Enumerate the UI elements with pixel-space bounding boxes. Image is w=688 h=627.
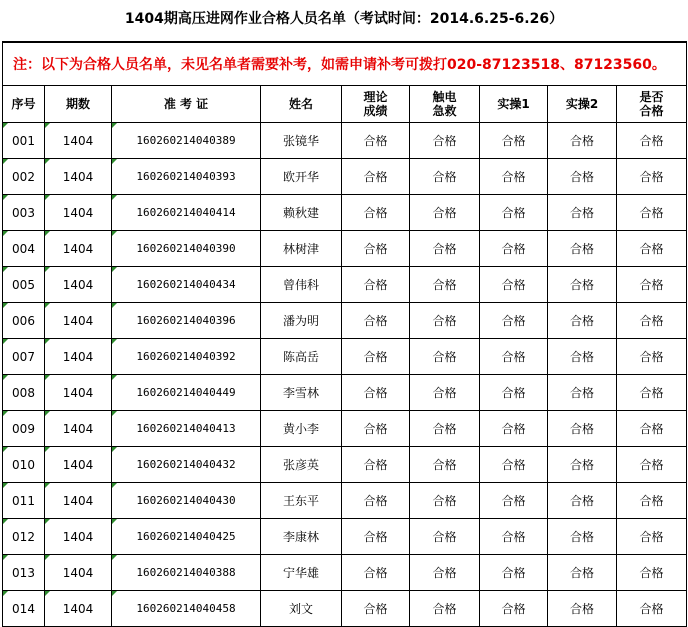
cell-op2: 合格 <box>548 231 617 267</box>
cell-shock: 合格 <box>410 447 480 483</box>
table-row <box>3 555 687 591</box>
table-row <box>3 591 687 627</box>
cell-name: 潘为明 <box>261 303 342 339</box>
cell-seq: 004 <box>3 231 45 267</box>
header-name: 姓名 <box>261 86 342 123</box>
header-theory-line1: 理论 <box>363 90 388 104</box>
cell-ticket: 160260214040393 <box>112 159 261 195</box>
cell-theory: 合格 <box>342 303 410 339</box>
cell-period: 1404 <box>45 519 112 555</box>
cell-shock: 合格 <box>410 123 480 159</box>
cell-op2: 合格 <box>548 483 617 519</box>
cell-name: 张镜华 <box>261 123 342 159</box>
cell-period: 1404 <box>45 159 112 195</box>
cell-shock: 合格 <box>410 375 480 411</box>
table-row <box>3 231 687 267</box>
cell-op2: 合格 <box>548 411 617 447</box>
header-pass-line1: 是否 <box>639 90 664 104</box>
cell-ticket: 160260214040430 <box>112 483 261 519</box>
cell-theory: 合格 <box>342 231 410 267</box>
cell-op1: 合格 <box>480 591 548 627</box>
cell-op1: 合格 <box>480 411 548 447</box>
header-shock-line2: 急救 <box>432 104 457 118</box>
cell-theory: 合格 <box>342 447 410 483</box>
cell-seq: 014 <box>3 591 45 627</box>
cell-name: 林树津 <box>261 231 342 267</box>
header-shock-line1: 触电 <box>432 90 457 104</box>
cell-theory: 合格 <box>342 123 410 159</box>
cell-name: 陈高岳 <box>261 339 342 375</box>
cell-shock: 合格 <box>410 159 480 195</box>
cell-ticket: 160260214040434 <box>112 267 261 303</box>
cell-theory: 合格 <box>342 555 410 591</box>
header-ticket: 准 考 证 <box>112 86 261 123</box>
cell-shock: 合格 <box>410 555 480 591</box>
cell-theory: 合格 <box>342 339 410 375</box>
cell-op2: 合格 <box>548 123 617 159</box>
table-row <box>3 411 687 447</box>
cell-name: 赖秋建 <box>261 195 342 231</box>
cell-period: 1404 <box>45 591 112 627</box>
cell-op2: 合格 <box>548 375 617 411</box>
cell-op1: 合格 <box>480 195 548 231</box>
cell-shock: 合格 <box>410 231 480 267</box>
table-row <box>3 519 687 555</box>
cell-period: 1404 <box>45 303 112 339</box>
cell-theory: 合格 <box>342 411 410 447</box>
cell-op2: 合格 <box>548 159 617 195</box>
cell-op2: 合格 <box>548 195 617 231</box>
table-row <box>3 267 687 303</box>
cell-op2: 合格 <box>548 519 617 555</box>
cell-ticket: 160260214040392 <box>112 339 261 375</box>
cell-seq: 011 <box>3 483 45 519</box>
cell-op1: 合格 <box>480 339 548 375</box>
cell-seq: 001 <box>3 123 45 159</box>
header-seq: 序号 <box>3 86 45 123</box>
header-op1: 实操1 <box>480 86 548 123</box>
cell-pass: 合格 <box>617 303 687 339</box>
header-row <box>3 86 687 123</box>
cell-op2: 合格 <box>548 447 617 483</box>
cell-op1: 合格 <box>480 159 548 195</box>
cell-pass: 合格 <box>617 447 687 483</box>
cell-seq: 006 <box>3 303 45 339</box>
cell-theory: 合格 <box>342 267 410 303</box>
cell-ticket: 160260214040388 <box>112 555 261 591</box>
cell-period: 1404 <box>45 483 112 519</box>
cell-seq: 005 <box>3 267 45 303</box>
table-row <box>3 123 687 159</box>
cell-name: 王东平 <box>261 483 342 519</box>
cell-seq: 009 <box>3 411 45 447</box>
cell-period: 1404 <box>45 411 112 447</box>
table-row <box>3 303 687 339</box>
table-row <box>3 339 687 375</box>
cell-pass: 合格 <box>617 339 687 375</box>
cell-pass: 合格 <box>617 591 687 627</box>
cell-theory: 合格 <box>342 483 410 519</box>
cell-shock: 合格 <box>410 591 480 627</box>
cell-theory: 合格 <box>342 195 410 231</box>
header-theory-line2: 成绩 <box>363 104 388 118</box>
table-row <box>3 483 687 519</box>
cell-op1: 合格 <box>480 123 548 159</box>
cell-op2: 合格 <box>548 591 617 627</box>
roster-table <box>2 41 687 627</box>
cell-name: 李康林 <box>261 519 342 555</box>
cell-op1: 合格 <box>480 447 548 483</box>
cell-pass: 合格 <box>617 555 687 591</box>
cell-pass: 合格 <box>617 519 687 555</box>
cell-ticket: 160260214040389 <box>112 123 261 159</box>
cell-pass: 合格 <box>617 159 687 195</box>
cell-op2: 合格 <box>548 303 617 339</box>
cell-seq: 007 <box>3 339 45 375</box>
cell-seq: 012 <box>3 519 45 555</box>
table-row <box>3 375 687 411</box>
cell-pass: 合格 <box>617 483 687 519</box>
cell-ticket: 160260214040390 <box>112 231 261 267</box>
cell-ticket: 160260214040458 <box>112 591 261 627</box>
table-row <box>3 447 687 483</box>
cell-pass: 合格 <box>617 123 687 159</box>
cell-period: 1404 <box>45 231 112 267</box>
cell-shock: 合格 <box>410 411 480 447</box>
cell-seq: 013 <box>3 555 45 591</box>
cell-seq: 008 <box>3 375 45 411</box>
header-pass-line2: 合格 <box>639 104 664 118</box>
notice-text: 注：以下为合格人员名单，未见名单者需要补考，如需申请补考可拨打020-87123518、87123560。 <box>3 42 687 86</box>
cell-seq: 010 <box>3 447 45 483</box>
cell-ticket: 160260214040449 <box>112 375 261 411</box>
cell-op1: 合格 <box>480 519 548 555</box>
cell-period: 1404 <box>45 267 112 303</box>
cell-seq: 003 <box>3 195 45 231</box>
page-title: 1404期高压进网作业合格人员名单（考试时间：2014.6.25-6.26） <box>124 11 564 27</box>
cell-pass: 合格 <box>617 267 687 303</box>
header-theory <box>342 86 410 123</box>
cell-shock: 合格 <box>410 483 480 519</box>
cell-op2: 合格 <box>548 339 617 375</box>
cell-pass: 合格 <box>617 195 687 231</box>
header-shock <box>410 86 480 123</box>
cell-name: 李雪林 <box>261 375 342 411</box>
cell-name: 欧开华 <box>261 159 342 195</box>
cell-shock: 合格 <box>410 303 480 339</box>
cell-period: 1404 <box>45 447 112 483</box>
cell-op1: 合格 <box>480 555 548 591</box>
table-row <box>3 195 687 231</box>
cell-theory: 合格 <box>342 159 410 195</box>
table-row <box>3 159 687 195</box>
cell-period: 1404 <box>45 375 112 411</box>
cell-theory: 合格 <box>342 519 410 555</box>
cell-pass: 合格 <box>617 375 687 411</box>
cell-shock: 合格 <box>410 519 480 555</box>
cell-op1: 合格 <box>480 483 548 519</box>
cell-op2: 合格 <box>548 267 617 303</box>
cell-period: 1404 <box>45 339 112 375</box>
cell-ticket: 160260214040432 <box>112 447 261 483</box>
cell-ticket: 160260214040425 <box>112 519 261 555</box>
cell-period: 1404 <box>45 123 112 159</box>
cell-name: 黄小李 <box>261 411 342 447</box>
cell-op1: 合格 <box>480 375 548 411</box>
cell-shock: 合格 <box>410 195 480 231</box>
header-op2: 实操2 <box>548 86 617 123</box>
cell-name: 刘文 <box>261 591 342 627</box>
cell-name: 张彦英 <box>261 447 342 483</box>
cell-name: 宁华雄 <box>261 555 342 591</box>
cell-ticket: 160260214040413 <box>112 411 261 447</box>
cell-shock: 合格 <box>410 267 480 303</box>
cell-period: 1404 <box>45 555 112 591</box>
cell-theory: 合格 <box>342 591 410 627</box>
cell-op2: 合格 <box>548 555 617 591</box>
cell-theory: 合格 <box>342 375 410 411</box>
header-pass <box>617 86 687 123</box>
cell-ticket: 160260214040414 <box>112 195 261 231</box>
cell-name: 曾伟科 <box>261 267 342 303</box>
cell-pass: 合格 <box>617 231 687 267</box>
cell-op1: 合格 <box>480 231 548 267</box>
cell-seq: 002 <box>3 159 45 195</box>
cell-op1: 合格 <box>480 267 548 303</box>
cell-ticket: 160260214040396 <box>112 303 261 339</box>
cell-pass: 合格 <box>617 411 687 447</box>
cell-shock: 合格 <box>410 339 480 375</box>
cell-period: 1404 <box>45 195 112 231</box>
header-period: 期数 <box>45 86 112 123</box>
cell-op1: 合格 <box>480 303 548 339</box>
